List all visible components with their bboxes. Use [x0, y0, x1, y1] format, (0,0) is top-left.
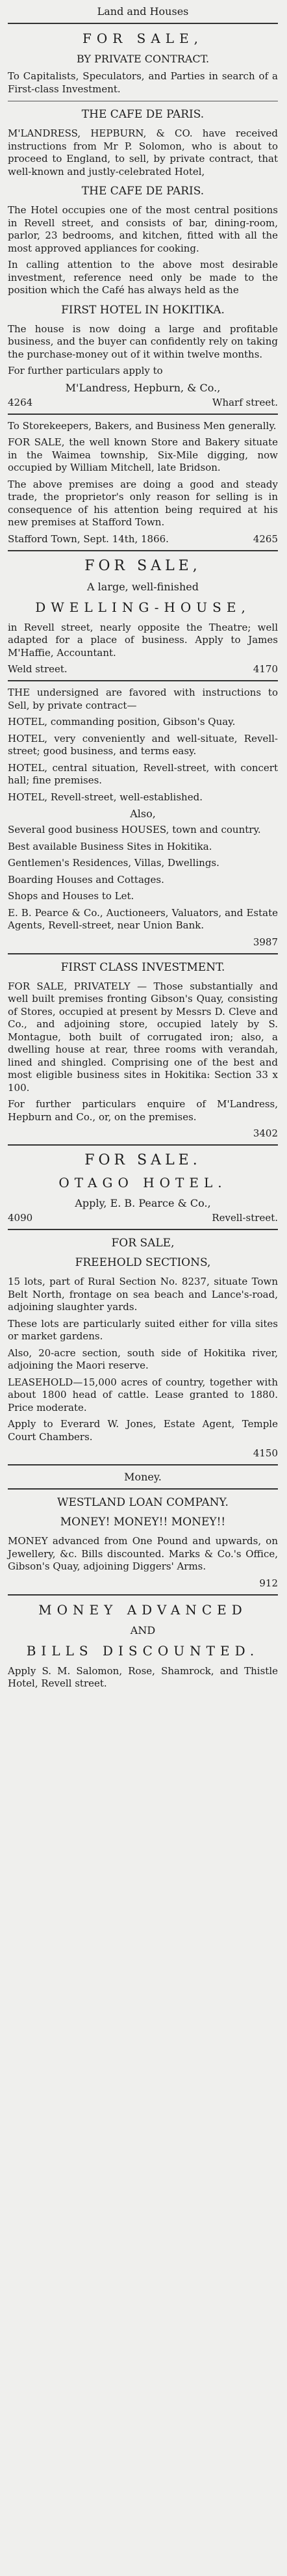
- ad-number: 4170: [253, 663, 278, 675]
- section-title-land: Land and Houses: [97, 5, 189, 18]
- ad-number: 4090: [8, 1212, 33, 1224]
- ad-body: The Hotel occupies one of the most central positions in Revell street, and consists of bar, dining-room, parlor, 23 bedrooms, and kitchen, fitted with all the most approved appliances for cooking.: [8, 204, 278, 254]
- ad-intro: To Capitalists, Speculators, and Parties in search of a First-class Investment.: [8, 70, 278, 95]
- ad-cafe-de-paris: [8, 31, 278, 408]
- ad-title: FREEHOLD SECTIONS,: [75, 1256, 211, 1269]
- ad-body: The house is now doing a large and profitable business, and the buyer can confidently rely on taking the purchase-money out of it within twelve months.: [8, 322, 278, 360]
- ad-number: 4150: [253, 1447, 278, 1459]
- ad-apply: Apply, E. B. Pearce & Co.,: [75, 1197, 211, 1209]
- ad-title: MONEY ADVANCED: [38, 1601, 247, 1618]
- ad-firm: E. B. Pearce & Co., Auctioneers, Valuators, and Estate Agents, Revell-street, near Union Bank.: [8, 906, 278, 931]
- ad-title: DWELLING-HOUSE,: [35, 599, 251, 615]
- ad-number: 3402: [253, 1127, 278, 1139]
- ad-body: In calling attention to the above most desirable investment, reference need only be made to the position which the Café has always held as the: [8, 259, 278, 296]
- ad-dwelling-house: [8, 558, 278, 676]
- ad-number: 4265: [253, 532, 278, 545]
- section-title-money: Money.: [124, 1471, 162, 1483]
- ad-item: HOTEL, commanding position, Gibson's Quay.: [8, 716, 236, 728]
- ad-body: The above premises are doing a good and steady trade, the proprietor's only reason for selling is in consequence of his attention being required at his new premises at Stafford Town.: [8, 478, 278, 528]
- ad-body: 15 lots, part of Rural Section No. 8237, situate Town Belt North, frontage on sea beach and Lance's-road, adjoining slaughter yards.: [8, 1276, 278, 1313]
- ad-item: Best available Business Sites in Hokitika.: [8, 840, 212, 852]
- ad-freehold-sections: [8, 1237, 278, 1459]
- ad-store-bakery: [8, 420, 278, 545]
- ad-item: Several good business HOUSES, town and country.: [8, 824, 261, 835]
- section-divider: [8, 1464, 278, 1465]
- ad-title: BILLS DISCOUNTED.: [26, 1642, 260, 1659]
- section-divider: [8, 23, 278, 24]
- ad-body: in Revell street, nearly opposite the Theatre; well adapted for a place of business. Apply to James M'Haffie, Accountant.: [8, 621, 278, 659]
- ad-heading: FOR SALE.: [84, 1152, 201, 1168]
- ad-body: FOR SALE, PRIVATELY — Those substantially and well built premises fronting Gibson's Quay, consisting of Stores, occupied at present by Messrs D. Cleve and Co., and adjoining store, occupied lately by S. Montague, both built of corrugated iron; also, a dwelling house at rear, three rooms with verandah, lined and shingled. Comprising one of the best and most eligible business sites in Hokitika: Section 33 x 100.: [8, 980, 278, 1094]
- ad-body: Apply to Everard W. Jones, Estate Agent, Temple Court Chambers.: [8, 1418, 278, 1443]
- section-divider: [8, 1594, 278, 1596]
- ad-also: Also,: [130, 808, 156, 820]
- ad-item: Shops and Houses to Let.: [8, 890, 134, 902]
- ad-title: THE CAFE DE PARIS.: [81, 108, 205, 121]
- ad-otago-hotel: [8, 1152, 278, 1224]
- section-divider: [8, 680, 278, 681]
- ad-firm: M'Landress, Hepburn, & Co.,: [65, 381, 221, 394]
- section-divider: [8, 1229, 278, 1230]
- ad-number: 4264: [8, 396, 33, 408]
- ad-title: WESTLAND LOAN COMPANY.: [57, 1496, 229, 1509]
- ad-heading: FOR SALE,: [82, 31, 204, 46]
- ad-title: THE CAFE DE PARIS.: [81, 185, 205, 198]
- section-divider: [8, 1144, 278, 1146]
- ad-item: HOTEL, central situation, Revell-street, with concert hall; fine premises.: [8, 761, 278, 786]
- section-divider: [8, 414, 278, 415]
- ad-item: HOTEL, very conveniently and well-situate, Revell-street; good business, and terms easy.: [8, 732, 278, 757]
- ad-westland-loan: [8, 1496, 278, 1589]
- ad-body: For further particulars enquire of M'Landress, Hepburn and Co., or, on the premises.: [8, 1098, 278, 1123]
- ad-item: Boarding Houses and Cottages.: [8, 873, 164, 886]
- section-divider: [8, 953, 278, 954]
- ad-body: MONEY advanced from One Pound and upwards, on Jewellery, &c. Bills discounted. Marks & Co.'s Office, Gibson's Quay, adjoining Diggers' Arms.: [8, 1535, 278, 1572]
- ad-money-advanced: [8, 1602, 278, 1690]
- ad-title: FIRST CLASS INVESTMENT.: [60, 960, 225, 974]
- ad-title: AND: [130, 1623, 156, 1636]
- ad-body: M'LANDRESS, HEPBURN, & CO. have received instructions from Mr P. Solomon, who is about to proceed to England, to sell, by private contract, that well-known and justly-celebrated Hotel,: [8, 127, 278, 177]
- ad-intro: To Storekeepers, Bakers, and Business Men generally.: [8, 419, 277, 432]
- ad-subheading: BY PRIVATE CONTRACT.: [76, 53, 210, 65]
- ad-subtitle: MONEY! MONEY!! MONEY!!: [60, 1516, 226, 1529]
- ad-number: 3987: [253, 936, 278, 948]
- ad-body: Also, 20-acre section, south side of Hokitika river, adjoining the Maori reserve.: [8, 1347, 278, 1371]
- ad-body: THE undersigned are favored with instructions to Sell, by private contract—: [8, 687, 278, 711]
- ad-body: FOR SALE, the well known Store and Bakery situate in the Waimea township, Six-Mile digging, now occupied by William Mitchell, late Bridson.: [8, 436, 278, 473]
- ad-title: FIRST HOTEL IN HOKITIKA.: [61, 303, 225, 317]
- ad-item: HOTEL, Revell-street, well-established.: [8, 791, 203, 803]
- ad-subheading: A large, well-finished: [87, 580, 199, 593]
- ad-heading: FOR SALE,: [111, 1237, 175, 1250]
- ad-sign: Stafford Town, Sept. 14th, 1866.: [8, 532, 169, 545]
- section-divider: [8, 550, 278, 551]
- ad-number: 912: [259, 1577, 278, 1589]
- ad-body: Apply S. M. Salomon, Rose, Shamrock, and Thistle Hotel, Revell street.: [8, 1664, 278, 1689]
- ad-place: Revell-street.: [212, 1212, 278, 1224]
- ad-heading: FOR SALE,: [84, 557, 201, 574]
- section-divider: [8, 1488, 278, 1490]
- ad-hotels-for-sale: [8, 687, 278, 948]
- ad-place: Weld street.: [8, 663, 68, 675]
- ad-title: OTAGO HOTEL.: [58, 1175, 227, 1190]
- ad-first-class-investment: [8, 961, 278, 1140]
- ad-body: These lots are particularly suited either for villa sites or market gardens.: [8, 1317, 278, 1342]
- ad-body: LEASEHOLD—15,000 acres of country, together with about 1800 head of cattle. Lease granted to 1880. Price moderate.: [8, 1376, 278, 1413]
- ad-address: Wharf street.: [212, 396, 278, 408]
- ad-body: For further particulars apply to: [8, 365, 163, 376]
- ad-item: Gentlemen's Residences, Villas, Dwellings.: [8, 857, 219, 869]
